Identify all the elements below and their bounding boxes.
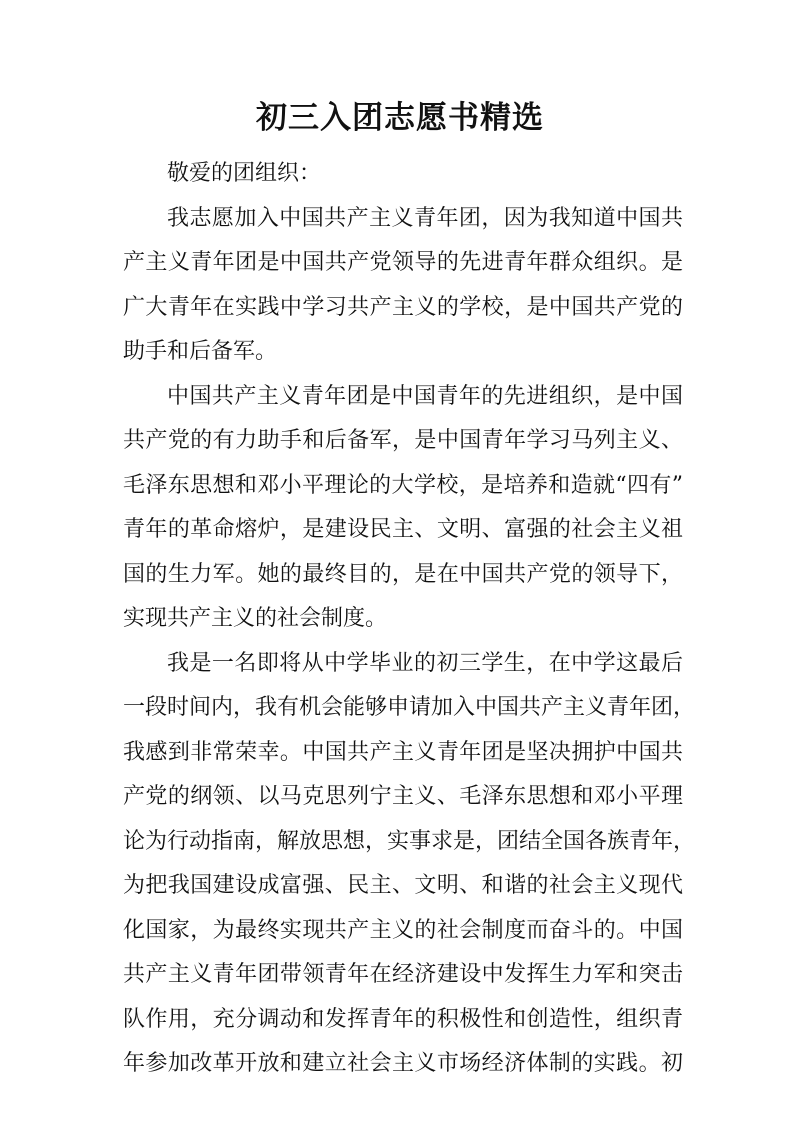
paragraph-3-line-9: 队作用，充分调动和发挥青年的积极性和创造性，组织青 xyxy=(123,1006,683,1032)
paragraph-3-line-7: 化国家，为最终实现共产主义的社会制度而奋斗的。中国 xyxy=(123,917,683,943)
paragraph-3-line-3: 我感到非常荣幸。中国共产主义青年团是坚决拥护中国共 xyxy=(123,739,683,765)
paragraph-3-line-5: 论为行动指南，解放思想，实事求是，团结全国各族青年， xyxy=(123,828,696,854)
paragraph-1-line-4: 助手和后备军。 xyxy=(123,339,278,364)
page-title: 初三入团志愿书精选 xyxy=(256,100,544,136)
paragraph-3-line-4: 产党的纲领、以马克思列宁主义、毛泽东思想和邓小平理 xyxy=(123,784,683,809)
paragraph-2-line-5: 国的生力军。她的最终目的，是在中国共产党的领导下， xyxy=(123,561,683,587)
paragraph-2-line-2: 共产党的有力助手和后备军，是中国青年学习马列主义、 xyxy=(123,428,683,453)
salutation: 敬爱的团组织： xyxy=(167,161,322,186)
paragraph-3-line-2: 一段时间内，我有机会能够申请加入中国共产主义青年团， xyxy=(123,695,696,720)
letter-body xyxy=(123,152,696,1087)
paragraph-1-line-3: 广大青年在实践中学习共产主义的学校，是中国共产党的 xyxy=(123,294,683,320)
paragraph-1-line-2: 产主义青年团是中国共产党领导的先进青年群众组织。是 xyxy=(123,250,683,275)
paragraph-2-line-6: 实现共产主义的社会制度。 xyxy=(123,606,388,631)
paragraph-3-line-8: 共产主义青年团带领青年在经济建设中发挥生力军和突击 xyxy=(123,962,683,987)
paragraph-3-line-6: 为把我国建设成富强、民主、文明、和谐的社会主义现代 xyxy=(123,873,683,898)
paragraph-3-line-10: 年参加改革开放和建立社会主义市场经济体制的实践。初 xyxy=(123,1051,683,1076)
paragraph-3-line-1: 我是一名即将从中学毕业的初三学生，在中学这最后 xyxy=(167,650,683,676)
paragraph-2-line-4: 青年的革命熔炉，是建设民主、文明、富强的社会主义祖 xyxy=(123,517,683,542)
paragraph-1-line-1: 我志愿加入中国共产主义青年团，因为我知道中国共 xyxy=(167,205,683,231)
paragraph-2-line-1: 中国共产主义青年团是中国青年的先进组织，是中国 xyxy=(167,383,683,409)
paragraph-2-line-3: 毛泽东思想和邓小平理论的大学校，是培养和造就“四有” xyxy=(123,472,683,498)
